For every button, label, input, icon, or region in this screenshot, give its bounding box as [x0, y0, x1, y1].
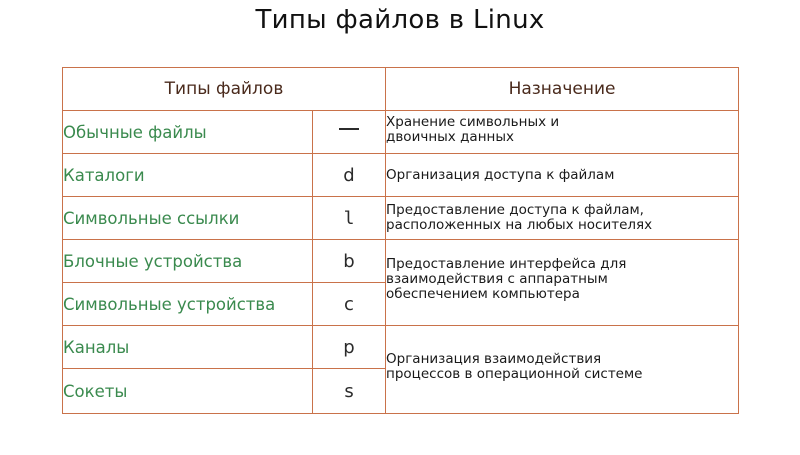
table-row [63, 240, 739, 283]
dash-symbol [339, 128, 359, 130]
table-row [63, 154, 739, 197]
type-symbol-b: b [313, 240, 386, 283]
type-symbol-c: c [313, 283, 386, 326]
table-row [63, 326, 739, 369]
table-row [63, 197, 739, 240]
purpose-text: Организация взаимодействия процессов в операционной системе [386, 350, 643, 382]
page-title: Типы файлов в Linux [255, 5, 545, 35]
header-purpose: Назначение [386, 68, 739, 111]
type-symbol-s: s [313, 369, 386, 414]
type-name-symlinks: Символьные ссылки [63, 197, 313, 240]
type-name-sockets: Сокеты [63, 369, 313, 414]
table-row [63, 111, 739, 154]
type-symbol-dash [313, 111, 386, 154]
type-name-pipes: Каналы [63, 326, 313, 369]
type-name-regular-files: Обычные файлы [63, 111, 313, 154]
purpose-text: Организация доступа к файлам [386, 166, 615, 183]
type-symbol-d: d [313, 154, 386, 197]
purpose-devices [386, 240, 739, 326]
type-name-directories: Каталоги [63, 154, 313, 197]
purpose-symlinks [386, 197, 739, 240]
file-types-table [62, 67, 739, 414]
purpose-regular-files [386, 111, 739, 154]
type-name-char-devices: Символьные устройства [63, 283, 313, 326]
type-symbol-l: l [313, 197, 386, 240]
purpose-text: Хранение символьных и двоичных данных [386, 114, 560, 145]
purpose-text: Предоставление доступа к файлам, расположенных на любых носителях [386, 202, 653, 233]
type-symbol-p: p [313, 326, 386, 369]
purpose-text: Предоставление интерфейса для взаимодействия с аппаратным обеспечением компьютера [386, 256, 627, 302]
table-header-row [63, 68, 739, 111]
purpose-directories [386, 154, 739, 197]
purpose-ipc [386, 326, 739, 414]
type-name-block-devices: Блочные устройства [63, 240, 313, 283]
header-file-types: Типы файлов [63, 68, 386, 111]
